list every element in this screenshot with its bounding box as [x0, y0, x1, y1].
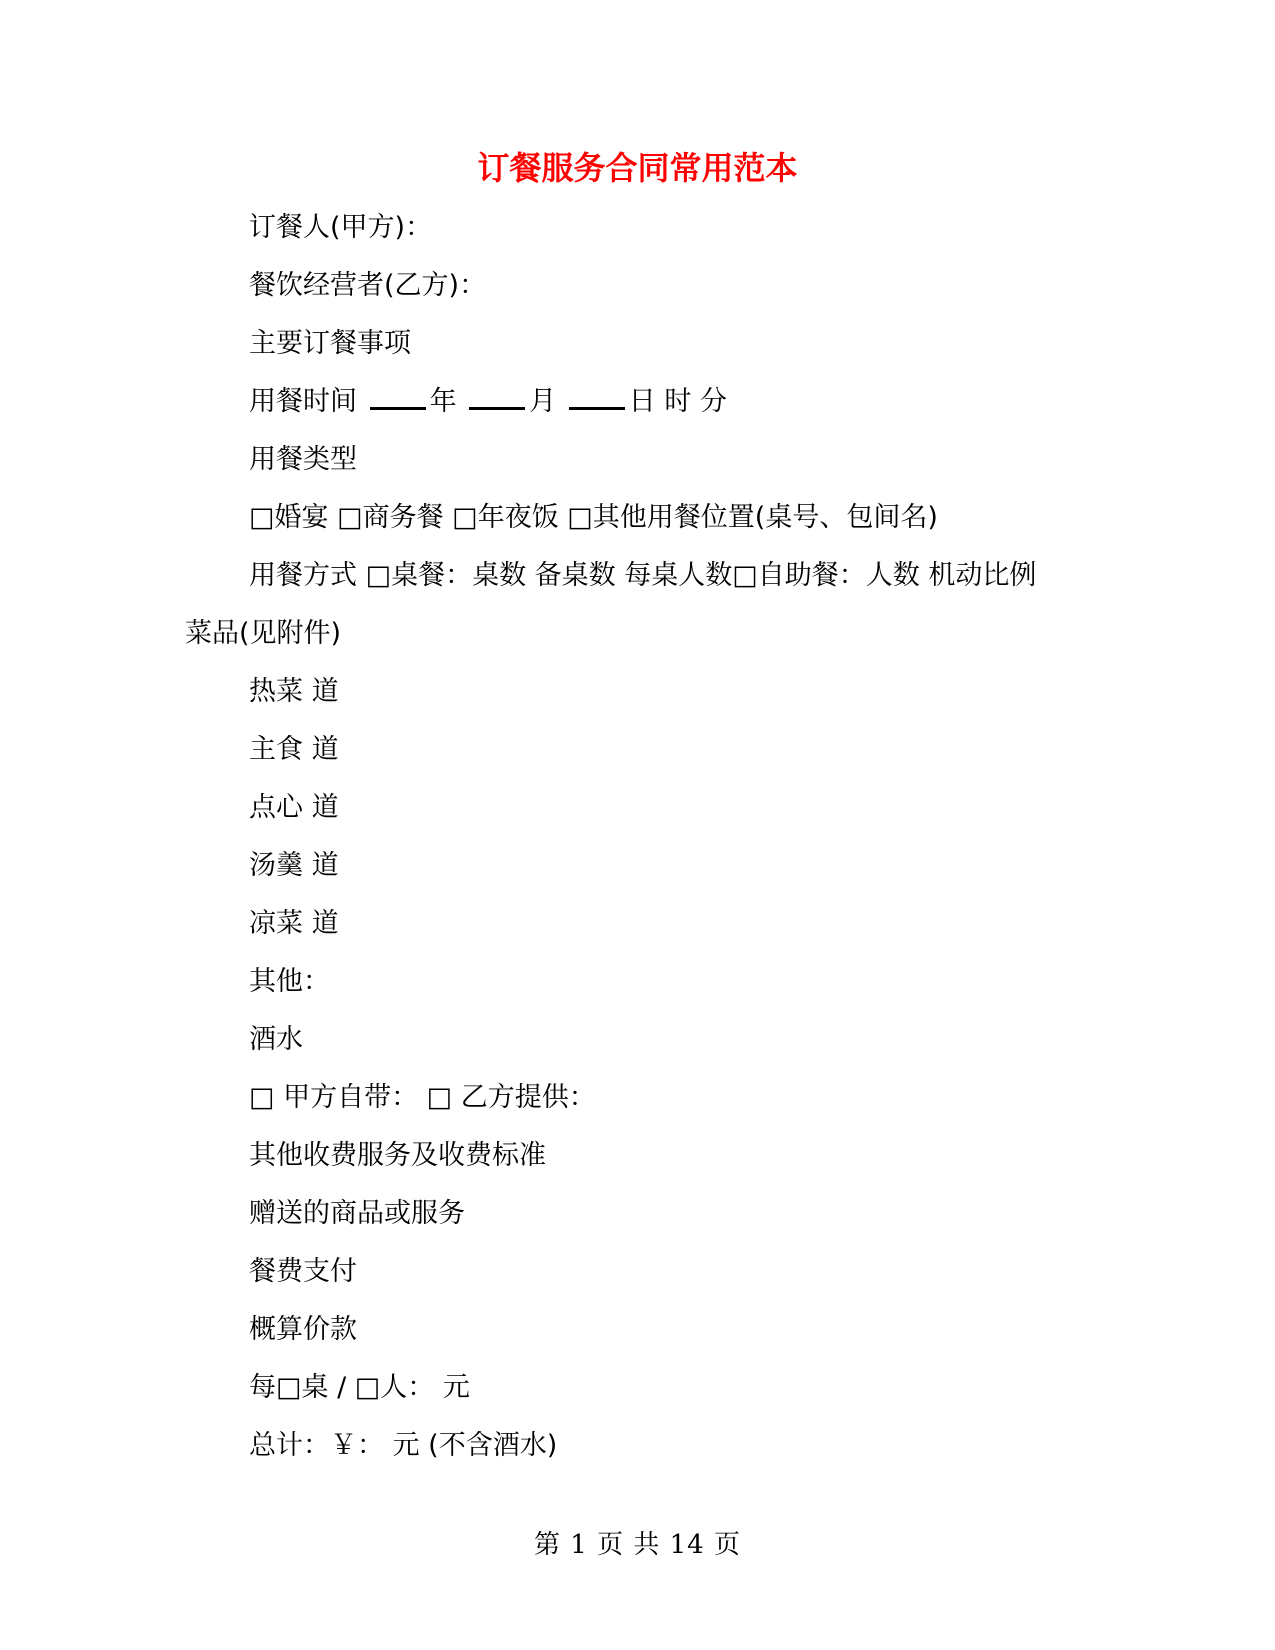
day-blank	[569, 387, 625, 410]
document-title: 订餐服务合同常用范本	[477, 149, 798, 187]
main-items-heading: 主要订餐事项	[249, 328, 411, 359]
year-blank	[370, 387, 426, 410]
hot-dishes-line: 热菜 道	[249, 676, 339, 707]
other-line: 其他：	[249, 966, 330, 997]
party-b-line: 餐饮经营者(乙方)：	[249, 270, 487, 301]
drinks-heading: 酒水	[249, 1024, 303, 1055]
dining-time-line	[185, 373, 1085, 431]
staple-food-line: 主食 道	[249, 734, 339, 765]
dining-type-options: □婚宴 □商务餐 □年夜饭 □其他用餐位置(桌号、包间名)	[249, 502, 938, 533]
estimated-price-heading: 概算价款	[249, 1314, 357, 1345]
party-a-line: 订餐人(甲方)：	[249, 212, 433, 243]
document-body	[185, 199, 1085, 1475]
dining-type-heading: 用餐类型	[249, 444, 357, 475]
total-line: 总计：￥： 元 (不含酒水)	[249, 1430, 558, 1461]
dining-time-label: 用餐时间	[249, 386, 366, 417]
complimentary-line: 赠送的商品或服务	[249, 1198, 465, 1229]
per-unit-price-line: 每□桌 / □人： 元	[249, 1372, 470, 1403]
other-fees-line: 其他收费服务及收费标准	[249, 1140, 546, 1171]
soup-line: 汤羹 道	[249, 850, 339, 881]
page-number-footer: 第 1 页 共 14 页	[534, 1530, 741, 1560]
month-label: 月	[529, 386, 565, 417]
drinks-options: □ 甲方自带： □ 乙方提供：	[249, 1082, 596, 1113]
cold-dishes-line: 凉菜 道	[249, 908, 339, 939]
day-time-label: 日 时 分	[628, 386, 727, 417]
dim-sum-line: 点心 道	[249, 792, 339, 823]
dining-method-line: 用餐方式 □桌餐：桌数 备桌数 每桌人数□自助餐：人数 机动比例	[249, 560, 1037, 591]
year-label: 年	[429, 386, 466, 417]
dishes-heading: 菜品(见附件)	[185, 618, 342, 649]
payment-heading: 餐费支付	[249, 1256, 357, 1287]
month-blank	[469, 387, 525, 410]
